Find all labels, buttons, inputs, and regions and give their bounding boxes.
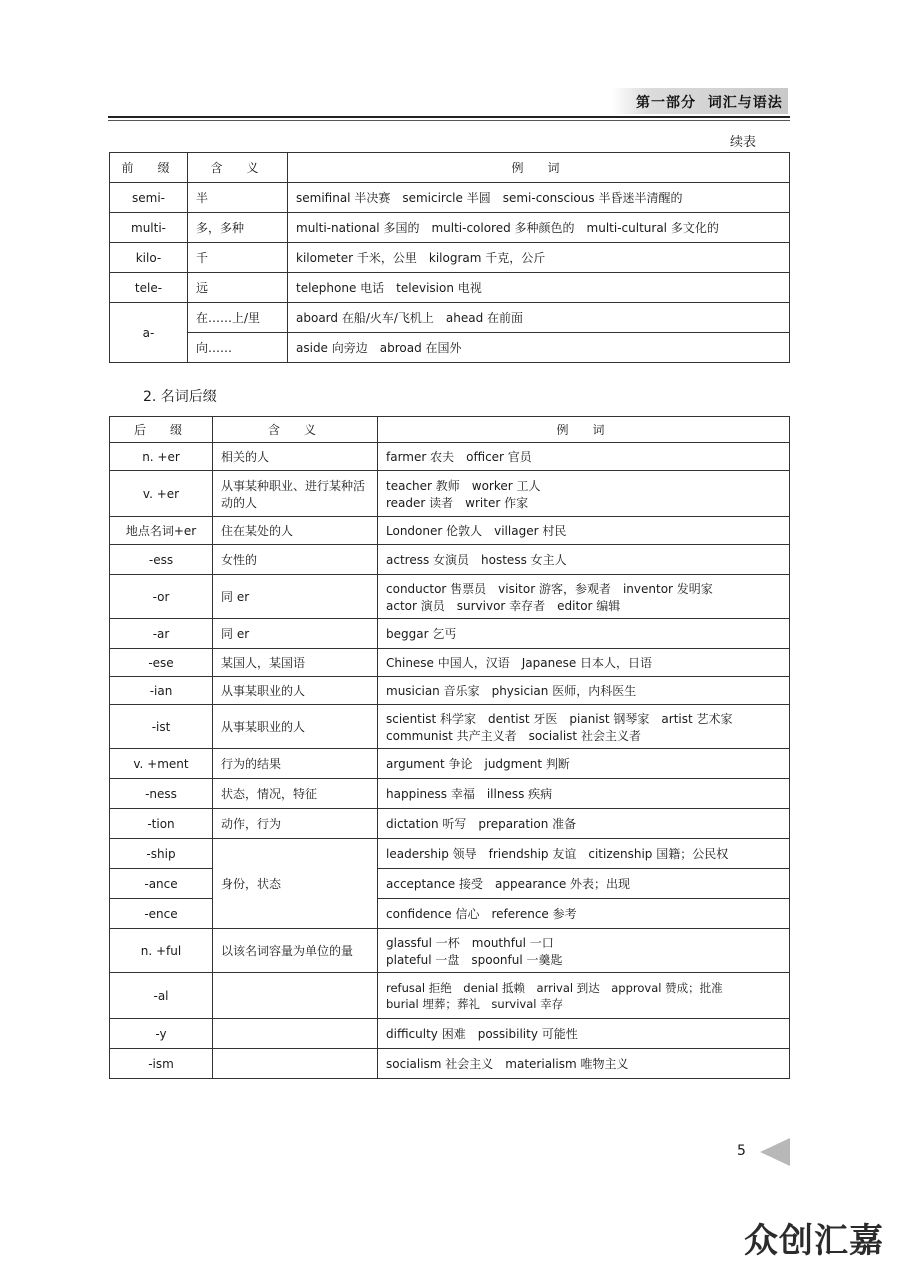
affix-cell: tele- [110, 273, 188, 303]
example-line: happiness 幸福 illness 疾病 [386, 787, 553, 801]
meaning-cell: 状态，情况，特征 [213, 779, 378, 809]
header-rule-thin [108, 120, 790, 121]
affix-cell: -y [110, 1019, 213, 1049]
table-row [110, 839, 790, 869]
table-row [110, 929, 790, 973]
examples-cell [378, 839, 790, 869]
meaning-cell: 从事某种职业、进行某种活动的人 [213, 471, 378, 517]
example-line: actor 演员 survivor 幸存者 editor 编辑 [386, 598, 621, 613]
examples-cell: aboard 在船/火车/飞机上 ahead 在前面 [288, 303, 790, 333]
example-line: teacher 教师 worker 工人 [386, 478, 541, 493]
column-header: 含 义 [213, 417, 378, 443]
example-line: dictation 听写 preparation 准备 [386, 817, 577, 831]
examples-cell [378, 973, 790, 1019]
meaning-cell: 行为的结果 [213, 749, 378, 779]
affix-cell: -ence [110, 899, 213, 929]
table-row [110, 273, 790, 303]
affix-cell: -ship [110, 839, 213, 869]
meaning-cell: 住在某处的人 [213, 517, 378, 545]
running-header: 第一部分 词汇与语法 [636, 95, 783, 111]
example-line: beggar 乞丐 [386, 627, 457, 641]
example-line: scientist 科学家 dentist 牙医 pianist 钢琴家 artist 艺术家 [386, 711, 733, 726]
header-rule [108, 116, 790, 118]
affix-cell: n. +ful [110, 929, 213, 973]
example-line: leadership 领导 friendship 友谊 citizenship 国籍；公民权 [386, 847, 729, 861]
table-row [110, 973, 790, 1019]
page-arrow-icon [760, 1138, 792, 1166]
table-row [110, 809, 790, 839]
examples-cell [378, 677, 790, 705]
example-line: reader 读者 writer 作家 [386, 495, 529, 510]
example-line: refusal 拒绝 denial 抵赖 arrival 到达 approval 赞成；批准 [386, 980, 723, 995]
example-line: Londoner 伦敦人 villager 村民 [386, 524, 567, 538]
column-header: 例 词 [378, 417, 790, 443]
table-row [110, 303, 790, 333]
meaning-cell: 向…… [188, 333, 288, 363]
table-row [110, 545, 790, 575]
examples-cell [378, 545, 790, 575]
meaning-cell: 以该名词容量为单位的量 [213, 929, 378, 973]
examples-cell [378, 929, 790, 973]
table-row [110, 649, 790, 677]
table-row [110, 705, 790, 749]
page-number: 5 [737, 1143, 746, 1159]
example-line: argument 争论 judgment 判断 [386, 757, 570, 771]
examples-cell [378, 779, 790, 809]
affix-cell: -ian [110, 677, 213, 705]
meaning-cell: 在……上/里 [188, 303, 288, 333]
examples-cell [378, 899, 790, 929]
affix-cell: a- [110, 303, 188, 363]
meaning-cell [213, 973, 378, 1019]
example-line: plateful 一盘 spoonful 一羹匙 [386, 952, 563, 967]
example-line: glassful 一杯 mouthful 一口 [386, 935, 554, 950]
meaning-cell: 多，多种 [188, 213, 288, 243]
affix-cell: multi- [110, 213, 188, 243]
meaning-cell [213, 1019, 378, 1049]
column-header: 例 词 [288, 153, 790, 183]
watermark: 众创汇嘉 [744, 1221, 884, 1261]
meaning-cell: 从事某职业的人 [213, 677, 378, 705]
example-line: Chinese 中国人，汉语 Japanese 日本人，日语 [386, 656, 653, 670]
affix-cell: -tion [110, 809, 213, 839]
column-header: 含 义 [188, 153, 288, 183]
examples-cell [378, 749, 790, 779]
affix-cell: -ess [110, 545, 213, 575]
affix-cell: -ese [110, 649, 213, 677]
table-row [110, 869, 790, 899]
meaning-cell: 同 er [213, 575, 378, 619]
affix-cell: -or [110, 575, 213, 619]
meaning-cell [213, 1049, 378, 1079]
examples-cell [378, 705, 790, 749]
affix-cell: 地点名词+er [110, 517, 213, 545]
example-line: musician 音乐家 physician 医师，内科医生 [386, 684, 637, 698]
examples-cell: semifinal 半决赛 semicircle 半圆 semi-conscious 半昏迷半清醒的 [288, 183, 790, 213]
table-row [110, 779, 790, 809]
suffix-table [109, 416, 790, 1079]
examples-cell [378, 1049, 790, 1079]
table-row [110, 749, 790, 779]
example-line: actress 女演员 hostess 女主人 [386, 553, 567, 567]
table-row [110, 899, 790, 929]
prefix-table [109, 152, 790, 363]
affix-cell: n. +er [110, 443, 213, 471]
examples-cell [378, 619, 790, 649]
example-line: conductor 售票员 visitor 游客，参观者 inventor 发明家 [386, 581, 713, 596]
affix-cell: -ance [110, 869, 213, 899]
meaning-cell: 身份，状态 [213, 839, 378, 929]
affix-cell: v. +er [110, 471, 213, 517]
examples-cell [378, 517, 790, 545]
example-line: communist 共产主义者 socialist 社会主义者 [386, 728, 641, 743]
example-line: burial 埋葬；葬礼 survival 幸存 [386, 996, 564, 1011]
examples-cell: multi-national 多国的 multi-colored 多种颜色的 multi-cultural 多文化的 [288, 213, 790, 243]
table-header-row [110, 417, 790, 443]
continued-label: 续表 [730, 135, 757, 150]
example-line: difficulty 困难 possibility 可能性 [386, 1027, 578, 1041]
meaning-cell: 半 [188, 183, 288, 213]
examples-cell [378, 649, 790, 677]
table-row [110, 333, 790, 363]
affix-cell: -ar [110, 619, 213, 649]
affix-cell: -ist [110, 705, 213, 749]
section-title: 2. 名词后缀 [143, 389, 217, 405]
examples-cell: kilometer 千米，公里 kilogram 千克，公斤 [288, 243, 790, 273]
examples-cell: telephone 电话 television 电视 [288, 273, 790, 303]
table-row [110, 213, 790, 243]
table-row [110, 677, 790, 705]
examples-cell: aside 向旁边 abroad 在国外 [288, 333, 790, 363]
column-header: 后 缀 [110, 417, 213, 443]
table-header-row [110, 153, 790, 183]
example-line: farmer 农夫 officer 官员 [386, 450, 532, 464]
table-row [110, 575, 790, 619]
meaning-cell: 女性的 [213, 545, 378, 575]
meaning-cell: 动作，行为 [213, 809, 378, 839]
meaning-cell: 远 [188, 273, 288, 303]
affix-cell: kilo- [110, 243, 188, 273]
examples-cell [378, 869, 790, 899]
examples-cell [378, 471, 790, 517]
meaning-cell: 千 [188, 243, 288, 273]
affix-cell: -al [110, 973, 213, 1019]
meaning-cell: 同 er [213, 619, 378, 649]
meaning-cell: 相关的人 [213, 443, 378, 471]
table-row [110, 1019, 790, 1049]
affix-cell: semi- [110, 183, 188, 213]
meaning-cell: 某国人，某国语 [213, 649, 378, 677]
examples-cell [378, 809, 790, 839]
examples-cell [378, 443, 790, 471]
meaning-cell: 从事某职业的人 [213, 705, 378, 749]
affix-cell: -ness [110, 779, 213, 809]
table-row [110, 243, 790, 273]
table-row [110, 517, 790, 545]
column-header: 前 缀 [110, 153, 188, 183]
example-line: confidence 信心 reference 参考 [386, 907, 577, 921]
affix-cell: v. +ment [110, 749, 213, 779]
table-row [110, 183, 790, 213]
examples-cell [378, 1019, 790, 1049]
table-row [110, 443, 790, 471]
affix-cell: -ism [110, 1049, 213, 1079]
table-row [110, 1049, 790, 1079]
examples-cell [378, 575, 790, 619]
table-row [110, 619, 790, 649]
table-row [110, 471, 790, 517]
example-line: acceptance 接受 appearance 外表；出现 [386, 877, 631, 891]
example-line: socialism 社会主义 materialism 唯物主义 [386, 1057, 629, 1071]
